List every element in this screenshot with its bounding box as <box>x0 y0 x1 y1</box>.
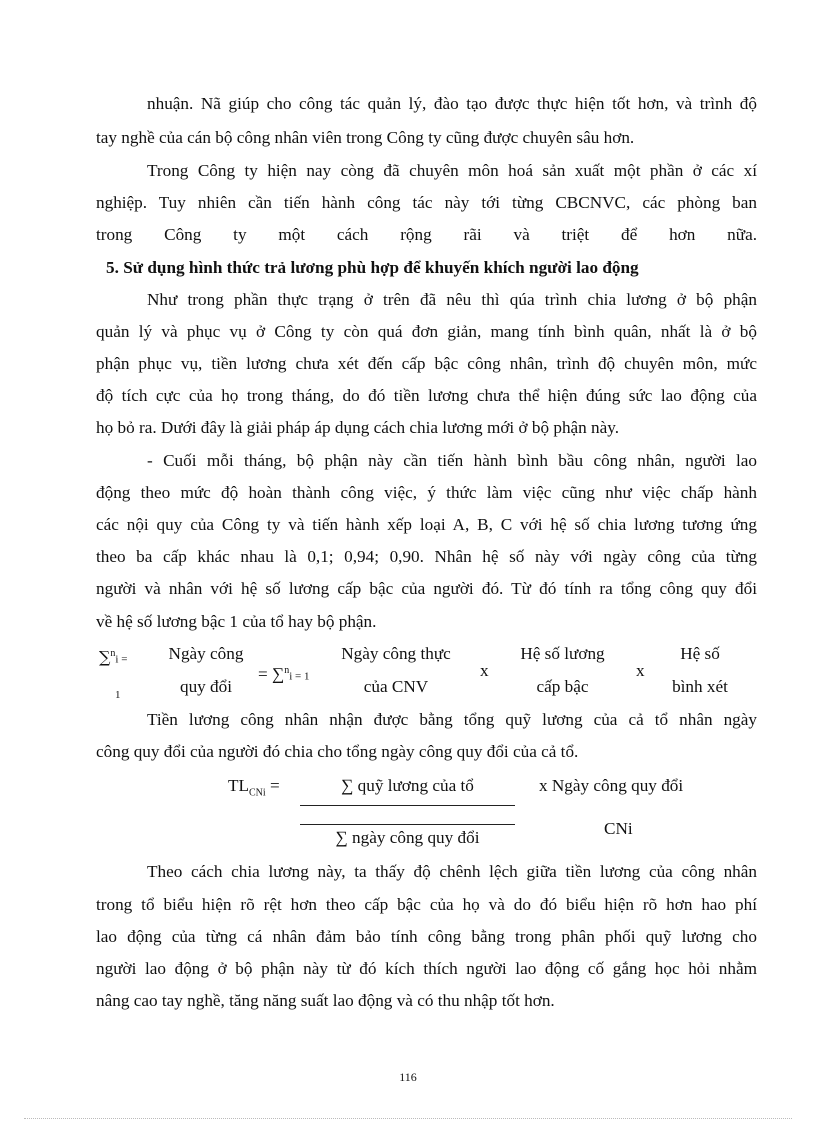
formula-times-term: x Ngày công quy đổi <box>539 776 684 795</box>
paragraph-line: người lao động ở bộ phận này từ đó kích thích người lao động cố gắng học hỏi nhằm <box>96 959 757 978</box>
paragraph-line: người và nhân với hệ số lương cấp bậc của người đó. Từ đó tính ra tổng công quy đổi <box>96 579 757 598</box>
formula-term: bình xét <box>672 677 728 696</box>
formula-term: Ngày công <box>168 644 244 663</box>
paragraph-line: họ bỏ ra. Dưới đây là giải pháp áp dụng cách chia lương mới ở bộ phận này. <box>96 418 620 437</box>
formula-times: x <box>480 661 489 680</box>
formula-subscript-cni: CNi <box>604 819 633 838</box>
paragraph-line: - Cuối mỗi tháng, bộ phận này cần tiến hành bình bầu công nhân, người lao <box>147 451 757 470</box>
paragraph-line: lao động của từng cá nhân đảm bảo tính công bằng trong phân phối quỹ lương cho <box>96 927 757 946</box>
formula-tl: $TL_{CNi}$ = <box>228 776 280 799</box>
formula-lower-index: 1 <box>115 689 121 701</box>
paragraph-line: Theo cách chia lương này, ta thấy độ chênh lệch giữa tiền lương của công nhân <box>147 862 757 881</box>
paragraph-line: theo ba cấp khác nhau là 0,1; 0,94; 0,90. Nhân hệ số này với ngày công của từng <box>96 547 757 566</box>
section-heading: 5. Sử dụng hình thức trả lương phù hợp để khuyến khích người lao động <box>106 258 639 277</box>
paragraph-line: công quy đổi của người đó chia cho tổng ngày công quy đổi của cả tổ. <box>96 742 579 761</box>
formula-term: Hệ số <box>680 644 720 663</box>
paragraph-line: tay nghề của cán bộ công nhân viên trong Công ty cũng được chuyên sâu hơn. <box>96 128 635 147</box>
page-number: 116 <box>399 1070 417 1084</box>
formula-term: quy đổi <box>179 677 233 696</box>
paragraph-line: nhuận. Nã giúp cho công tác quản lý, đào tạo được thực hiện tốt hơn, và trình độ <box>147 94 757 113</box>
footer-divider <box>24 1118 792 1119</box>
formula-term: Hệ số lương <box>520 644 605 663</box>
paragraph-line: động theo mức độ hoàn thành công việc, ý thức làm việc cũng như việc chấp hành <box>96 483 757 502</box>
formula-times: x <box>636 661 645 680</box>
paragraph-line: trong Công ty một cách rộng rãi và triệt để hơn nữa. <box>96 225 757 244</box>
fraction-rule <box>300 824 515 825</box>
paragraph-line: trong tổ biểu hiện rõ rệt hơn theo cấp bậc của họ và do đó biểu hiện rõ hơn hao phí <box>96 895 757 914</box>
formula-term: cấp bậc <box>536 677 589 696</box>
paragraph-line: các nội quy của Công ty và tiến hành xếp loại A, B, C với hệ số chia lương tương ứng <box>96 515 757 534</box>
paragraph-line: Như trong phần thực trạng ở trên đã nêu thì qúa trình chia lương ở bộ phận <box>147 290 757 309</box>
paragraph-line: quản lý và phục vụ ở Công ty còn quá đơn giản, mang tính bình quân, nhất là ở bộ <box>96 322 757 341</box>
paragraph-line: phận phục vụ, tiền lương chưa xét đến cấp bậc công nhân, trình độ chuyên môn, mức <box>96 354 757 373</box>
fraction-rule <box>300 805 515 806</box>
paragraph-line: về hệ số lương bậc 1 của tổ hay bộ phận. <box>96 612 377 631</box>
paragraph-line: nghiệp. Tuy nhiên cần tiến hành công tác này tới từng CBCNVC, các phòng ban <box>96 193 757 212</box>
paragraph-line: Tiền lương công nhân nhận được bằng tổng quỹ lương của cả tổ nhân ngày <box>147 710 757 729</box>
formula-term: của CNV <box>363 677 429 696</box>
paragraph-line: Trong Công ty hiện nay còng đã chuyên môn hoá sản xuất một phần ở các xí <box>147 161 757 180</box>
formula-numerator: ∑ quỹ lương của tổ <box>341 776 474 795</box>
paragraph-line: nâng cao tay nghề, tăng năng suất lao động và có thu nhập tốt hơn. <box>96 991 555 1010</box>
formula-equals-sigma: = ∑$^n$i = 1 <box>258 664 310 684</box>
paragraph-line: độ tích cực của họ trong tháng, do đó tiền lương chưa thể hiện đúng sức lao động của <box>96 386 757 405</box>
formula-sigma-left: ∑$^n$i = <box>99 647 128 667</box>
formula-term: Ngày công thực <box>341 644 451 663</box>
formula-denominator: ∑ ngày công quy đổi <box>335 828 480 847</box>
